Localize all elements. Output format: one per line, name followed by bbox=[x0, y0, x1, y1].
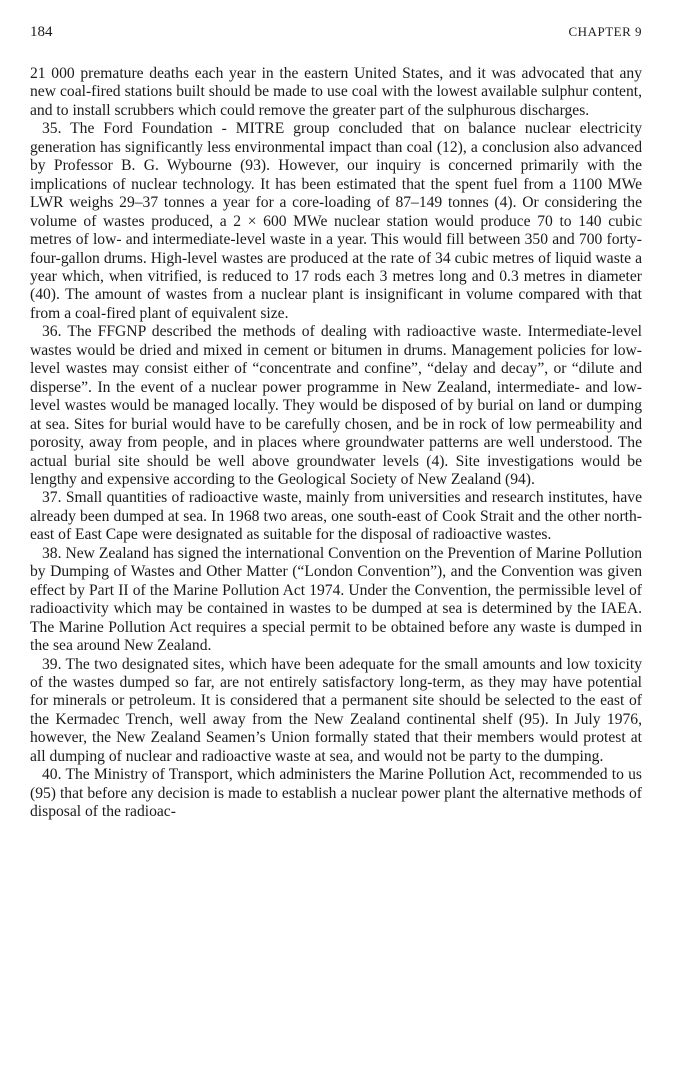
paragraph-36: 36. The FFGNP described the methods of dealing with radioactive waste. Intermediate-level wastes would be dried and mixed in cement or bitumen in drums. Management policies for low-level wastes may consist either of “concentrate and confine”, “delay and decay”, or “dilute and disperse”. In the event of a nuclear power programme in New Zealand, intermediate- and low-level wastes would be managed locally. They would be disposed of by burial on land or dumping at sea. Sites for burial would have to be carefully chosen, and be in rock of low permeability and porosity, away from people, and in places where groundwater patterns are well understood. The actual burial site should be well above groundwater levels (4). Site investigations would be lengthy and expensive according to the Geological Society of New Zealand (94). bbox=[30, 323, 642, 488]
paragraph-continued: 21 000 premature deaths each year in the eastern United States, and it was advocated that any new coal-fired stations built should be made to use coal with the lowest available sulphur content, and to install scrubbers which could remove the greater part of the sulphurous discharges. bbox=[30, 65, 642, 119]
chapter-title: CHAPTER 9 bbox=[568, 24, 642, 39]
body-text bbox=[30, 65, 642, 822]
paragraph-38: 38. New Zealand has signed the international Convention on the Prevention of Marine Pollution by Dumping of Wastes and Other Matter (“London Convention”), and the Convention was given effect by Part II of the Marine Pollution Act 1974. Under the Convention, the permissible level of radioactivity which may be contained in wastes to be dumped at sea is determined by the IAEA. The Marine Pollution Act requires a special permit to be obtained before any waste is dumped in the sea around New Zealand. bbox=[30, 544, 642, 655]
document-page bbox=[30, 24, 642, 822]
paragraph-40: 40. The Ministry of Transport, which administers the Marine Pollution Act, recommended to us (95) that before any decision is made to establish a nuclear power plant the alternative methods of disposal of the radioac- bbox=[30, 766, 642, 821]
paragraph-37: 37. Small quantities of radioactive waste, mainly from universities and research institutes, have already been dumped at sea. In 1968 two areas, one south-east of Cook Strait and the other north-east of East Cape were designated as suitable for the disposal of radioactive wastes. bbox=[30, 489, 642, 544]
paragraph-39: 39. The two designated sites, which have been adequate for the small amounts and low toxicity of the wastes dumped so far, are not entirely satisfactory long-term, as they may have potential for minerals or petroleum. It is considered that a permanent site should be selected to the east of the Kermadec Trench, well away from the New Zealand continental shelf (95). In July 1976, however, the New Zealand Seamen’s Union formally stated that their members would protest at all dumping of nuclear and radioactive waste at sea, and would not be party to the dumping. bbox=[30, 655, 642, 765]
page-header bbox=[30, 24, 642, 41]
page-number: 184 bbox=[30, 24, 53, 40]
paragraph-35: 35. The Ford Foundation - MITRE group concluded that on balance nuclear electricity generation has significantly less environmental impact than coal (12), a conclusion also advanced by Professor B. G. Wybourne (93). However, our inquiry is concerned primarily with the implications of nuclear technology. It has been estimated that the spent fuel from a 1100 MWe LWR weighs 29–37 tonnes a year for a core-loading of 87–149 tonnes (4). Or considering the volume of wastes produced, a 2 × 600 MWe nuclear station would produce 70 to 140 cubic metres of low- and intermediate-level waste in a year. This would fill between 350 and 700 forty-four-gallon drums. High-level wastes are produced at the rate of 34 cubic metres of liquid waste a year which, when vitrified, is reduced to 17 rods each 3 metres long and 0.3 metres in diameter (40). The amount of wastes from a nuclear plant is insignificant in volume compared with that from a coal-fired plant of equivalent size. bbox=[30, 120, 642, 322]
